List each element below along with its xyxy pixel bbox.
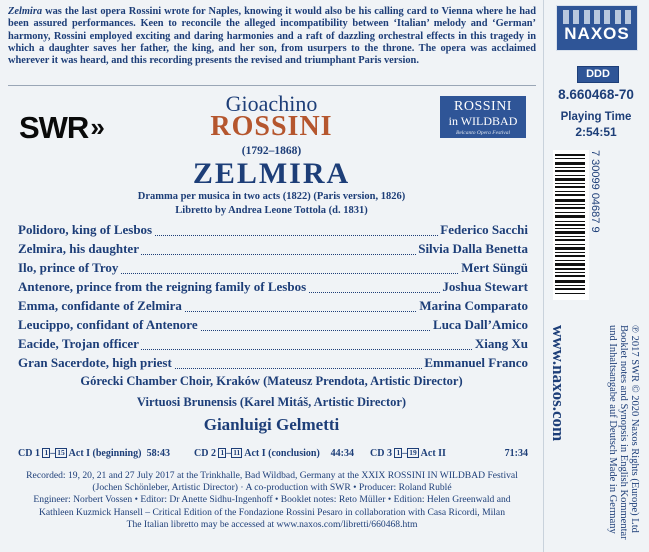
- cd-timings: [18, 448, 528, 462]
- cast-singer: Federico Sacchi: [440, 222, 528, 237]
- naxos-wordmark: NAXOS: [564, 24, 630, 43]
- cast-role: Antenore, prince from the reigning family of Lesbos: [18, 279, 307, 294]
- cast-role: Zelmira, his daughter: [18, 241, 139, 256]
- barcode-icon: [553, 150, 589, 300]
- composer-last-name: ROSSINI: [210, 111, 333, 142]
- divider: [8, 85, 536, 86]
- festival-logo-line1: ROSSINI: [454, 99, 512, 114]
- cast-role: Ilo, prince of Troy: [18, 260, 119, 275]
- cast-singer: Xiang Xu: [474, 336, 528, 351]
- naxos-columns-icon: [563, 10, 631, 24]
- cast-role: Leucippo, confidant of Antenore: [18, 317, 198, 332]
- opera-title: ZELMIRA: [192, 157, 351, 190]
- playing-time-value: 2:54:51: [575, 125, 617, 139]
- cast-singer: Luca Dall’Amico: [433, 317, 528, 332]
- website-url-text: www.naxos.com: [549, 325, 568, 442]
- barcode-digits: 7 30099 04687 9: [589, 150, 601, 233]
- cast-row: [18, 298, 528, 317]
- cd-description: Act I (conclusion): [244, 448, 320, 459]
- cd-description: Act I (beginning): [68, 448, 142, 459]
- credit-line: Recorded: 19, 20, 21 and 27 July 2017 at the Trinkhalle, Bad Wildbad, Germany at the XXIX ROSSINI IN WILDBAD Festival: [26, 470, 518, 481]
- cd-description: Act II: [420, 448, 446, 459]
- intro-text: was the last opera Rossini wrote for Naples, knowing it would also be his calling card to Vienna where he had been assured performances. Keen to reconcile the alleged incompatibility between ‘Italian’ melody and ‘German’ harmony, Rossini employed exciting and daring harmonies and a raft of dazzling orchestral effects in this tragedy in which a daughter saves her father, the king, and her son, from usurpers to the throne. The opera was acclaimed wherever it was heard, and this recording presents the revised and triumphant Paris version.: [8, 6, 536, 67]
- festival-logo-line2: in WILDBAD: [448, 114, 518, 128]
- cd-label: CD 1: [18, 448, 40, 459]
- naxos-logo: [556, 5, 638, 51]
- cast-singer: Mert Süngü: [461, 260, 528, 275]
- festival-logo: [440, 96, 526, 138]
- production-credits: [8, 470, 536, 531]
- orchestra-credit: Virtuosi Brunensis (Karel Mitáš, Artistic Director): [136, 395, 407, 409]
- credit-line: The Italian libretto may be accessed at www.naxos.com/libretti/660468.htm: [126, 518, 418, 530]
- cast-row: [18, 260, 528, 279]
- cast-row: [18, 336, 528, 355]
- choir-credit: Górecki Chamber Choir, Kraków (Mateusz Prendota, Artistic Director): [80, 374, 463, 388]
- website-url: [540, 325, 580, 442]
- track-number: 19: [409, 448, 417, 457]
- cast-role: Gran Sacerdote, high priest: [18, 355, 172, 370]
- cast-row: [18, 317, 528, 336]
- intro-lead: Zelmira: [8, 6, 43, 17]
- cast-role: Polidoro, king of Lesbos: [18, 222, 153, 237]
- cast-role: Emma, confidante of Zelmira: [18, 298, 182, 313]
- cast-row: [18, 279, 528, 298]
- cast-singer: Emmanuel Franco: [424, 355, 528, 370]
- opera-subtitle-line2: Libretto by Andrea Leone Tottola (d. 1831): [175, 204, 368, 216]
- composer-dates: (1792–1868): [241, 145, 302, 157]
- cd-time: 58:43: [146, 448, 170, 459]
- swr-logo-text: SWR: [19, 110, 89, 145]
- track-number: 15: [57, 448, 65, 457]
- cd-entry: CD 1 1 – 15 Act I (beginning) 58:43: [18, 448, 170, 459]
- cast-singer: Silvia Dalla Benetta: [418, 241, 528, 256]
- playing-time-label: Playing Time: [560, 111, 632, 123]
- conductor-name: Gianluigi Gelmetti: [203, 415, 340, 434]
- cd-entry: CD 3 1 – 19 Act II 71:34: [370, 448, 528, 459]
- intro-paragraph: [8, 6, 536, 67]
- cast-role: Eacide, Trojan officer: [18, 336, 139, 351]
- cast-row: [18, 222, 528, 241]
- copyright-block: [580, 325, 640, 545]
- copyright-text: ℗ 2017 SWR © 2020 Naxos Rights (Europe) Ltd Booklet notes and Synopsis in English Kommentar und Inhaltsangabe auf Deutsch Made in Germany: [607, 325, 640, 540]
- cast-singer: Marina Comparato: [419, 298, 528, 313]
- opera-subtitle-line1: Dramma per musica in two acts (1822) (Paris version, 1826): [137, 191, 406, 202]
- track-number: 1: [396, 448, 401, 457]
- track-number: 1: [44, 448, 49, 457]
- festival-logo-line3: Belcanto Opera Festival: [455, 130, 511, 136]
- cast-singer: Joshua Stewart: [442, 279, 528, 294]
- credit-line: Kathleen Kuzmick Hansell – Critical Edition of the Fondazione Rossini Pesaro in collaboration with Casa Ricordi, Milan: [38, 506, 505, 518]
- barcode-number: [589, 150, 603, 300]
- composer-first-name: Gioachino: [225, 91, 318, 116]
- credit-line: (Jochen Schönleber, Artistic Director) · A co-production with SWR • Producer: Roland Rublé: [92, 482, 452, 494]
- barcode: [553, 150, 589, 300]
- cd-label: CD 3: [370, 448, 392, 459]
- opera-subtitle: [0, 190, 543, 217]
- cd-entry: CD 2 1 – 11 Act I (conclusion) 44:34: [194, 448, 354, 459]
- cast-list: [18, 222, 528, 374]
- cd-time: 44:34: [330, 448, 354, 459]
- swr-arrows-icon: »: [90, 112, 101, 142]
- track-number: 11: [233, 448, 241, 457]
- cast-row: [18, 241, 528, 260]
- cast-row: [18, 355, 528, 374]
- ddd-badge: DDD: [577, 66, 619, 83]
- cd-time: 71:34: [504, 448, 528, 459]
- cd-label: CD 2: [194, 448, 216, 459]
- credit-line: Engineer: Norbert Vossen • Editor: Dr Anette Sidhu-Ingenhoff • Booklet notes: Reto Müller • Edition: Helen Greenwald and: [33, 494, 511, 506]
- track-number: 1: [220, 448, 225, 457]
- catalogue-number: 8.660468-70: [558, 87, 634, 102]
